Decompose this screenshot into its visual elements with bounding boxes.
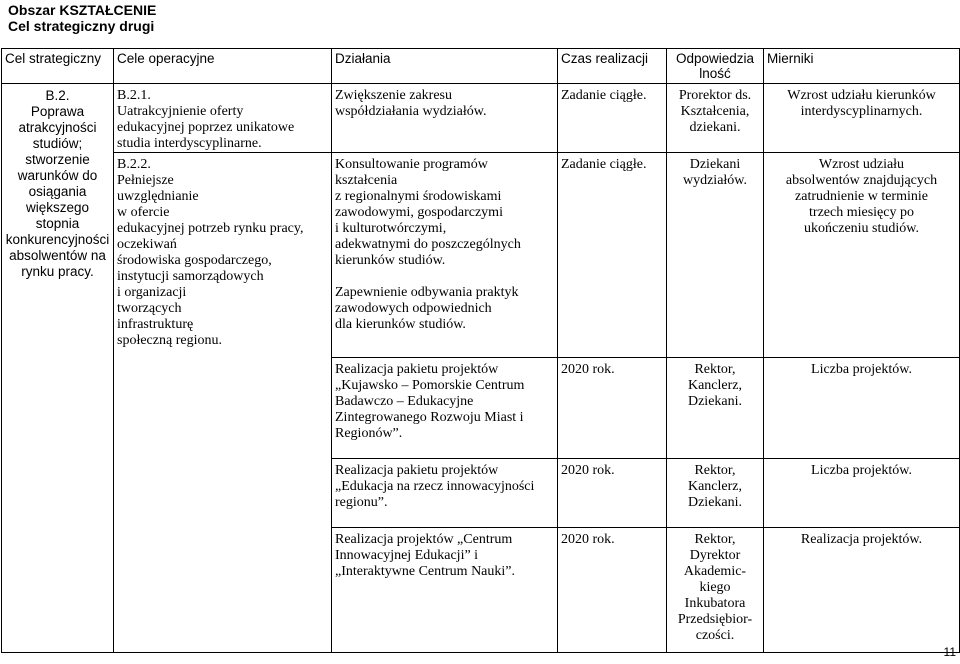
- table-header-row: [2, 49, 960, 84]
- action-internships: Zapewnienie odbywania praktyk zawodowych odpowiednich dla kierunków studiów.: [335, 285, 519, 332]
- strategy-table: [1, 48, 960, 653]
- responsibility-cell: Prorektor ds. Kształcenia, dziekani.: [667, 84, 764, 153]
- measure-cell: Liczba projektów.: [764, 358, 960, 459]
- action-cell: Realizacja pakietu projektów „Edukacja na rzecz innowacyjności regionu”.: [332, 459, 558, 528]
- col-header-odpowiedzialnosc: Odpowiedzia lność: [667, 49, 764, 84]
- goal-title: Cel strategiczny drugi: [8, 18, 155, 34]
- measure-cell: Wzrost udziału kierunków interdyscyplinarnych.: [764, 84, 960, 153]
- area-title: Obszar KSZTAŁCENIE: [8, 2, 157, 18]
- col-header-cele-operacyjne: Cele operacyjne: [114, 49, 332, 84]
- action-cell: Realizacja projektów „Centrum Innowacyjnej Edukacji” i „Interaktywne Centrum Nauki”.: [332, 528, 558, 653]
- measure-cell: Wzrost udziału absolwentów znajdujących zatrudnienie w terminie trzech miesięcy po ukończeniu studiów.: [764, 153, 960, 358]
- col-header-czas: Czas realizacji: [558, 49, 667, 84]
- responsibility-cell: Rektor, Kanclerz, Dziekani.: [667, 358, 764, 459]
- measure-cell: Liczba projektów.: [764, 459, 960, 528]
- responsibility-cell: Rektor, Dyrektor Akademic- kiego Inkubatora Przedsiębior- czości.: [667, 528, 764, 653]
- responsibility-cell: Rektor, Kanclerz, Dziekani.: [667, 459, 764, 528]
- action-cell: [332, 153, 558, 358]
- action-cell: Realizacja pakietu projektów „Kujawsko – Pomorskie Centrum Badawczo – Edukacyjne Zintegrowanego Rozwoju Miast i Regionów”.: [332, 358, 558, 459]
- time-cell: Zadanie ciągłe.: [558, 153, 667, 358]
- col-header-dzialania: Działania: [332, 49, 558, 84]
- time-cell: Zadanie ciągłe.: [558, 84, 667, 153]
- spacer: [335, 269, 554, 285]
- time-cell: 2020 rok.: [558, 528, 667, 653]
- col-header-cel: Cel strategiczny: [2, 49, 114, 84]
- time-cell: 2020 rok.: [558, 459, 667, 528]
- responsibility-cell: Dziekani wydziałów.: [667, 153, 764, 358]
- time-cell: 2020 rok.: [558, 358, 667, 459]
- page-number: 11: [943, 645, 956, 659]
- table-row: [2, 84, 960, 153]
- action-cell: Zwiększenie zakresu współdziałania wydziałów.: [332, 84, 558, 153]
- strategic-goal-cell: B.2. Poprawa atrakcyjności studiów; stworzenie warunków do osiągania większego stopnia konkurencyjności absolwentów na rynku pracy.: [2, 84, 114, 653]
- operational-goal-b21: B.2.1. Uatrakcyjnienie oferty edukacyjnej poprzez unikatowe studia interdyscyplinarne.: [114, 84, 332, 153]
- measure-cell: Realizacja projektów.: [764, 528, 960, 653]
- table-row: [2, 153, 960, 358]
- action-consulting: Konsultowanie programów kształcenia z regionalnymi środowiskami zawodowymi, gospodarczymi i kulturotwórczymi, adekwatnymi do poszczególnych kierunków studiów.: [335, 157, 521, 268]
- col-header-mierniki: Mierniki: [764, 49, 960, 84]
- operational-goal-b22: B.2.2. Pełniejsze uwzględnianie w ofercie edukacyjnej potrzeb rynku pracy, oczekiwań środowiska gospodarczego, instytucji samorządowych i organizacji tworzących infrastrukturę społeczną regionu.: [114, 153, 332, 653]
